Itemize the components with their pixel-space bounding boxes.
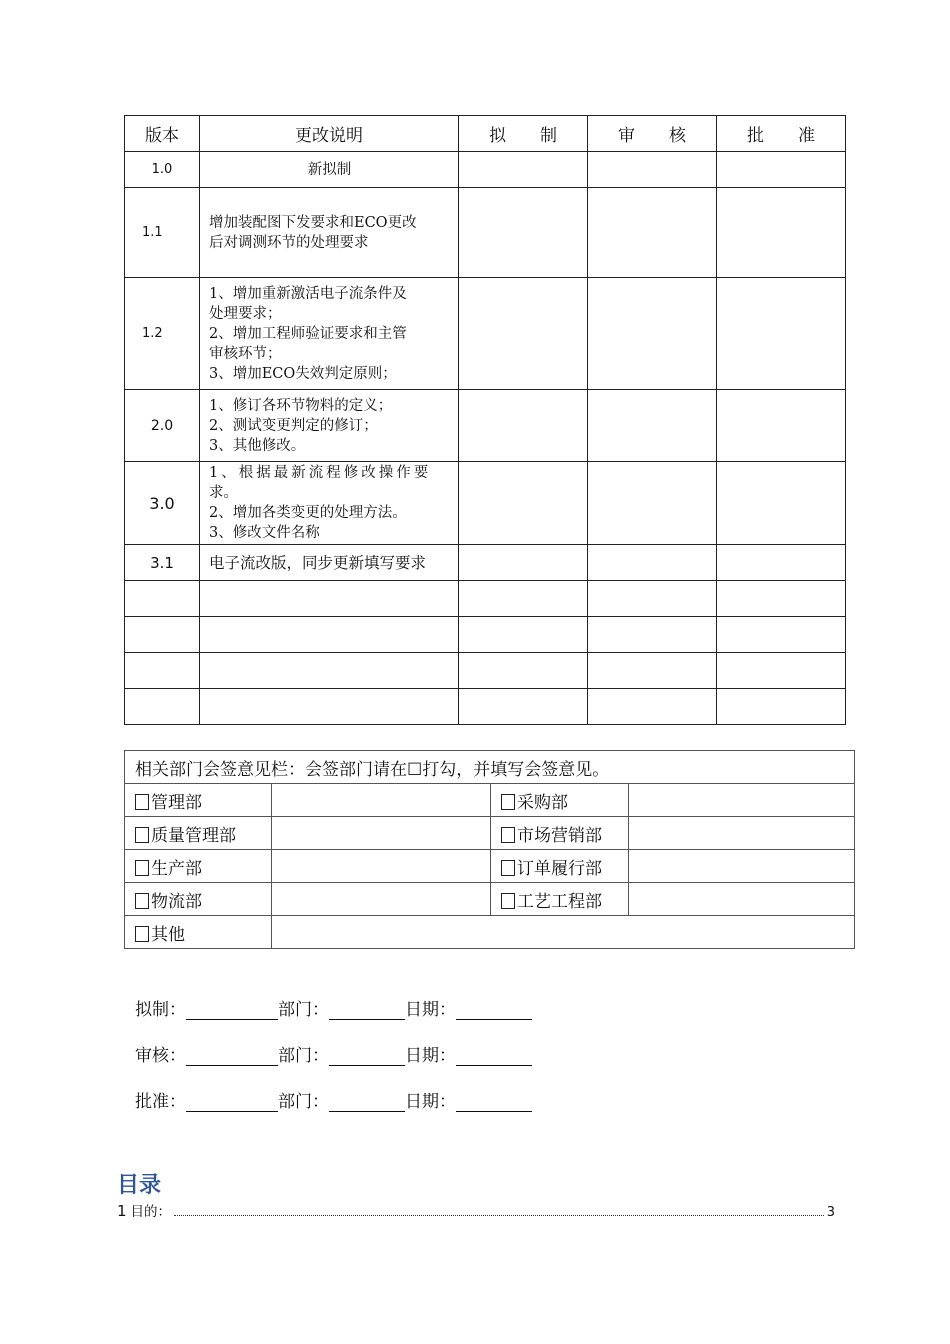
description-line: 1、修订各环节物料的定义； bbox=[209, 397, 393, 414]
version-cell: 1.1 bbox=[125, 188, 200, 278]
version-cell: 3.0 bbox=[125, 462, 200, 545]
checkbox-icon[interactable] bbox=[135, 926, 149, 942]
signature-row-draft bbox=[135, 995, 532, 1019]
empty-cell[interactable] bbox=[125, 689, 200, 725]
revision-row bbox=[125, 278, 846, 390]
department-row bbox=[125, 916, 855, 949]
empty-cell[interactable] bbox=[459, 581, 588, 617]
header-description: 更改说明 bbox=[200, 116, 459, 152]
checkbox-icon[interactable] bbox=[501, 827, 515, 843]
empty-cell[interactable] bbox=[459, 653, 588, 689]
description-line: 3、其他修改。 bbox=[209, 437, 306, 454]
signature-label: 审核： bbox=[135, 1046, 186, 1066]
toc-entry-number: 1 bbox=[117, 1202, 127, 1220]
department-label: 管理部 bbox=[151, 792, 202, 813]
description-line: 处理要求； bbox=[209, 305, 282, 322]
toc-entry[interactable] bbox=[117, 1200, 835, 1220]
empty-row bbox=[125, 617, 846, 653]
date-label: 日期： bbox=[405, 1000, 456, 1020]
version-cell: 1.2 bbox=[125, 278, 200, 390]
header-reviewed: 审 核 bbox=[588, 116, 717, 152]
dept-field[interactable] bbox=[329, 1093, 405, 1112]
revision-table bbox=[124, 115, 846, 725]
description-line: 审核环节； bbox=[209, 345, 282, 362]
date-field[interactable] bbox=[456, 1047, 532, 1066]
department-option[interactable] bbox=[491, 784, 629, 817]
description-cell bbox=[200, 278, 459, 390]
drafted-cell[interactable] bbox=[459, 188, 588, 278]
name-field[interactable] bbox=[186, 1047, 278, 1066]
date-label: 日期： bbox=[405, 1046, 456, 1066]
countersign-table bbox=[124, 750, 855, 949]
description-cell bbox=[200, 188, 459, 278]
opinion-field[interactable] bbox=[272, 850, 491, 883]
revision-row bbox=[125, 188, 846, 278]
approved-cell[interactable] bbox=[717, 152, 846, 188]
countersign-header: 相关部门会签意见栏：会签部门请在☐打勾，并填写会签意见。 bbox=[125, 751, 855, 784]
empty-cell[interactable] bbox=[459, 689, 588, 725]
empty-cell[interactable] bbox=[125, 653, 200, 689]
drafted-cell[interactable] bbox=[459, 152, 588, 188]
opinion-field[interactable] bbox=[272, 817, 491, 850]
description-line: 2、测试变更判定的修订； bbox=[209, 417, 378, 434]
approved-cell[interactable] bbox=[717, 462, 846, 545]
department-option[interactable] bbox=[491, 883, 629, 916]
description-line: 2、增加工程师验证要求和主管 bbox=[209, 325, 407, 342]
opinion-field[interactable] bbox=[272, 916, 855, 949]
department-label: 质量管理部 bbox=[151, 825, 236, 846]
drafted-cell[interactable] bbox=[459, 390, 588, 462]
department-option[interactable] bbox=[125, 916, 272, 949]
dept-label: 部门： bbox=[278, 1000, 329, 1020]
dept-field[interactable] bbox=[329, 1047, 405, 1066]
empty-cell[interactable] bbox=[717, 617, 846, 653]
approved-cell[interactable] bbox=[717, 188, 846, 278]
department-option[interactable] bbox=[491, 817, 629, 850]
opinion-field[interactable] bbox=[272, 784, 491, 817]
department-label: 订单履行部 bbox=[517, 858, 602, 879]
reviewed-cell[interactable] bbox=[588, 188, 717, 278]
dept-label: 部门： bbox=[278, 1046, 329, 1066]
drafted-cell[interactable] bbox=[459, 462, 588, 545]
toc-entry-title: 目的： bbox=[130, 1204, 172, 1220]
empty-row bbox=[125, 581, 846, 617]
description-cell bbox=[200, 462, 459, 545]
empty-cell[interactable] bbox=[200, 653, 459, 689]
revision-row bbox=[125, 545, 846, 581]
revision-header-row bbox=[125, 116, 846, 152]
department-label: 市场营销部 bbox=[517, 825, 602, 846]
revision-row bbox=[125, 390, 846, 462]
empty-cell[interactable] bbox=[588, 581, 717, 617]
description-line: 2、增加各类变更的处理方法。 bbox=[209, 505, 407, 521]
approved-cell[interactable] bbox=[717, 390, 846, 462]
department-option[interactable] bbox=[125, 883, 272, 916]
reviewed-cell[interactable] bbox=[588, 462, 717, 545]
version-cell: 3.1 bbox=[125, 545, 200, 581]
version-cell: 2.0 bbox=[125, 390, 200, 462]
description-line: 电子流改版，同步更新填写要求 bbox=[209, 553, 427, 572]
department-label: 采购部 bbox=[517, 792, 568, 813]
description-line: 后对调测环节的处理要求 bbox=[209, 234, 369, 251]
checkbox-icon[interactable] bbox=[501, 794, 515, 810]
revision-row bbox=[125, 462, 846, 545]
approved-cell[interactable] bbox=[717, 545, 846, 581]
empty-cell[interactable] bbox=[200, 689, 459, 725]
department-option[interactable] bbox=[125, 850, 272, 883]
opinion-field[interactable] bbox=[629, 817, 855, 850]
header-drafted: 拟 制 bbox=[459, 116, 588, 152]
department-row bbox=[125, 883, 855, 916]
description-line: 3、修改文件名称 bbox=[209, 525, 320, 541]
department-option[interactable] bbox=[491, 850, 629, 883]
checkbox-icon[interactable] bbox=[135, 893, 149, 909]
empty-row bbox=[125, 689, 846, 725]
signature-label: 拟制： bbox=[135, 1000, 186, 1020]
department-row bbox=[125, 850, 855, 883]
description-line: 增加装配图下发要求和ECO更改 bbox=[209, 214, 417, 231]
empty-cell[interactable] bbox=[200, 617, 459, 653]
version-cell: 1.0 bbox=[125, 152, 200, 188]
empty-cell[interactable] bbox=[717, 689, 846, 725]
empty-cell[interactable] bbox=[125, 617, 200, 653]
checkbox-icon[interactable] bbox=[135, 860, 149, 876]
reviewed-cell[interactable] bbox=[588, 545, 717, 581]
date-field[interactable] bbox=[456, 1001, 532, 1020]
description-line: 求。 bbox=[209, 485, 238, 501]
department-label: 生产部 bbox=[151, 858, 202, 879]
header-version: 版本 bbox=[125, 116, 200, 152]
department-label: 物流部 bbox=[151, 891, 202, 912]
name-field[interactable] bbox=[186, 1093, 278, 1112]
empty-cell[interactable] bbox=[125, 581, 200, 617]
checkbox-icon[interactable] bbox=[501, 860, 515, 876]
empty-cell[interactable] bbox=[588, 689, 717, 725]
date-field[interactable] bbox=[456, 1093, 532, 1112]
signature-row-review bbox=[135, 1041, 532, 1065]
description-cell bbox=[200, 390, 459, 462]
checkbox-icon[interactable] bbox=[135, 794, 149, 810]
empty-row bbox=[125, 653, 846, 689]
description-line: 3、增加ECO失效判定原则； bbox=[209, 365, 397, 382]
empty-cell[interactable] bbox=[200, 581, 459, 617]
department-option[interactable] bbox=[125, 784, 272, 817]
opinion-field[interactable] bbox=[629, 850, 855, 883]
description-cell bbox=[200, 152, 459, 188]
empty-cell[interactable] bbox=[717, 581, 846, 617]
signature-row-approve bbox=[135, 1087, 532, 1111]
drafted-cell[interactable] bbox=[459, 545, 588, 581]
header-approved: 批 准 bbox=[717, 116, 846, 152]
description-line: 1、增加重新激活电子流条件及 bbox=[209, 285, 407, 302]
checkbox-icon[interactable] bbox=[135, 827, 149, 843]
reviewed-cell[interactable] bbox=[588, 390, 717, 462]
checkbox-icon[interactable] bbox=[501, 893, 515, 909]
date-label: 日期： bbox=[405, 1092, 456, 1112]
opinion-field[interactable] bbox=[629, 883, 855, 916]
name-field[interactable] bbox=[186, 1001, 278, 1020]
department-row bbox=[125, 784, 855, 817]
empty-cell[interactable] bbox=[588, 617, 717, 653]
department-row bbox=[125, 817, 855, 850]
toc-leader-dots bbox=[174, 1215, 824, 1216]
empty-cell[interactable] bbox=[459, 617, 588, 653]
approved-cell[interactable] bbox=[717, 278, 846, 390]
toc-title: 目录 bbox=[117, 1172, 162, 1198]
description-line: 1、根据最新流程修改操作要 bbox=[209, 465, 432, 481]
department-option[interactable] bbox=[125, 817, 272, 850]
dept-field[interactable] bbox=[329, 1001, 405, 1020]
opinion-field[interactable] bbox=[629, 784, 855, 817]
description-cell bbox=[200, 545, 459, 581]
dept-label: 部门： bbox=[278, 1092, 329, 1112]
description-line: 新拟制 bbox=[307, 161, 352, 178]
department-label: 其他 bbox=[151, 924, 185, 945]
reviewed-cell[interactable] bbox=[588, 152, 717, 188]
department-label: 工艺工程部 bbox=[517, 891, 602, 912]
empty-cell[interactable] bbox=[588, 653, 717, 689]
drafted-cell[interactable] bbox=[459, 278, 588, 390]
empty-cell[interactable] bbox=[717, 653, 846, 689]
reviewed-cell[interactable] bbox=[588, 278, 717, 390]
toc-entry-page: 3 bbox=[826, 1205, 835, 1220]
revision-row bbox=[125, 152, 846, 188]
opinion-field[interactable] bbox=[272, 883, 491, 916]
signature-label: 批准： bbox=[135, 1092, 186, 1112]
